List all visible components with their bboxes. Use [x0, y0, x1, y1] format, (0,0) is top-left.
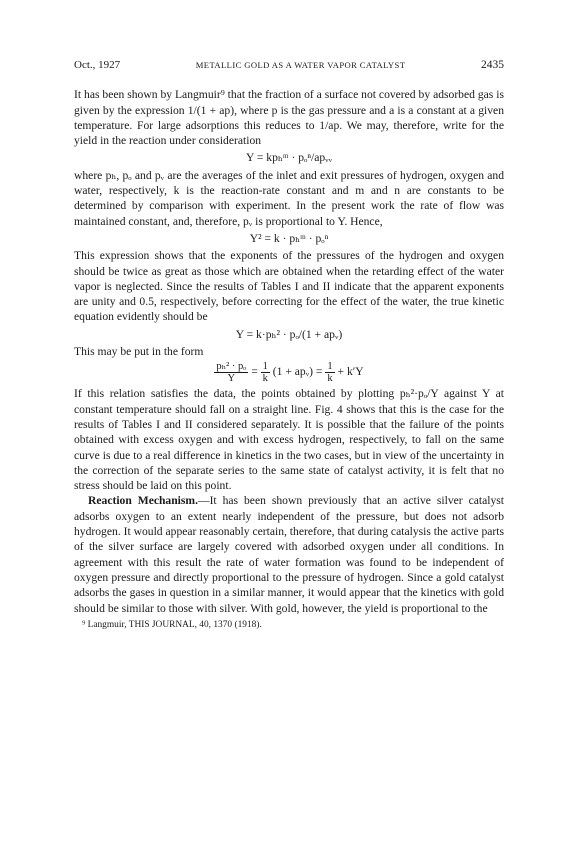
equation-yield: Y = kpₕᵐ · pₒⁿ/apᵥᵥ — [246, 151, 332, 165]
equation-linear-form: $\frac{\text{pₕ² · pₒ}}{Y}$ = $\frac{1}{k}$ (1 + apᵥ) = $\frac{1}{k}$ + k′Y — [216, 361, 364, 385]
equation-kinetic: Y = k·pₕ² · pₒ/(1 + apᵥ) — [235, 327, 343, 341]
footnote: ⁹ Langmuir, THIS JOURNAL, 40, 1370 (1918). — [82, 619, 262, 630]
running-title: METALLIC GOLD AS A WATER VAPOR CATALYST — [195, 60, 406, 70]
journal-page — [74, 58, 504, 631]
paragraph-langmuir: It has been shown by Langmuir⁹ that the fraction of a surface not covered by adsorbed gas is given by the expression 1/(1 + ap), where p is the gas pressure and a is a constant at a given temperature. For large adsorptions this reduces to 1/ap. We may, therefore, write for the yield in the reaction under consideration — [74, 88, 504, 148]
page-number: 2435 — [481, 59, 504, 71]
fraction-one-over-k: $\frac{1}{k}$ — [262, 361, 268, 385]
issue-date: Oct., 1927 — [74, 59, 121, 71]
paragraph-plot: If this relation satisfies the data, the points obtained by plotting pₕ²·pₒ/Y against Y at constant temperature should fall on a straight line. Fig. 4 shows that this is the case for the results of Tables I and II considered separately. It is possible that the failure of the points obtained with excess oxygen and with excess hydrogen, respectively, to fall on the same curve is due to a real difference in kinetics in the two cases, but in view of the uncertainty in the correction of the separate series to the same state of catalyst activity, it is felt that no stress should be laid on this point. — [74, 387, 504, 493]
section-heading: Reaction Mechanism. — [88, 494, 198, 508]
equation-yield-squared: Y² = k · pₕᵐ · pₒⁿ — [249, 231, 329, 245]
paragraph-definitions: where pₕ, pₒ and pᵥ are the averages of the inlet and exit pressures of hydrogen, oxygen and water, respectively, k is the reaction-rate constant and m and n are constants to be determined by comparison with experiment. In the present work the rate of flow was maintained constant, and, therefore, pᵥ is proportional to Y. Hence, — [74, 168, 504, 228]
paragraph-form: This may be put in the form — [74, 345, 204, 359]
paragraph-reaction-mechanism: Reaction Mechanism.—It has been shown previously that an active silver catalyst adsorbs oxygen to an extent nearly independent of the pressure, but does not adsorb hydrogen. It would appear reasonably certain, therefore, that during catalysis the active parts of the silver surface are largely covered with adsorbed oxygen under all conditions. In agreement with this result the rate of water formation was found to be independent of oxygen pressure and directly proportional to the pressure of hydrogen. Since a gold catalyst adsorbs the gases in question in a similar manner, it would appear that the kinetics with gold should be similar to those with silver. With gold, however, the yield is proportional to the — [74, 494, 504, 615]
paragraph-exponents: This expression shows that the exponents of the pressures of the hydrogen and oxygen should be twice as great as those which are obtained when the retarding effect of the water vapor is neglected. Since the results of Tables I and II indicate that the apparent exponents are unity and 0.5, respectively, before correcting for the effect of the water, the true kinetic equation evidently should be — [74, 249, 504, 324]
fraction-one-over-k-2: $\frac{1}{k}$ — [327, 361, 333, 385]
page-header — [74, 58, 504, 73]
fraction-lhs: $\frac{\text{pₕ² · pₒ}}{Y}$ — [216, 361, 247, 385]
